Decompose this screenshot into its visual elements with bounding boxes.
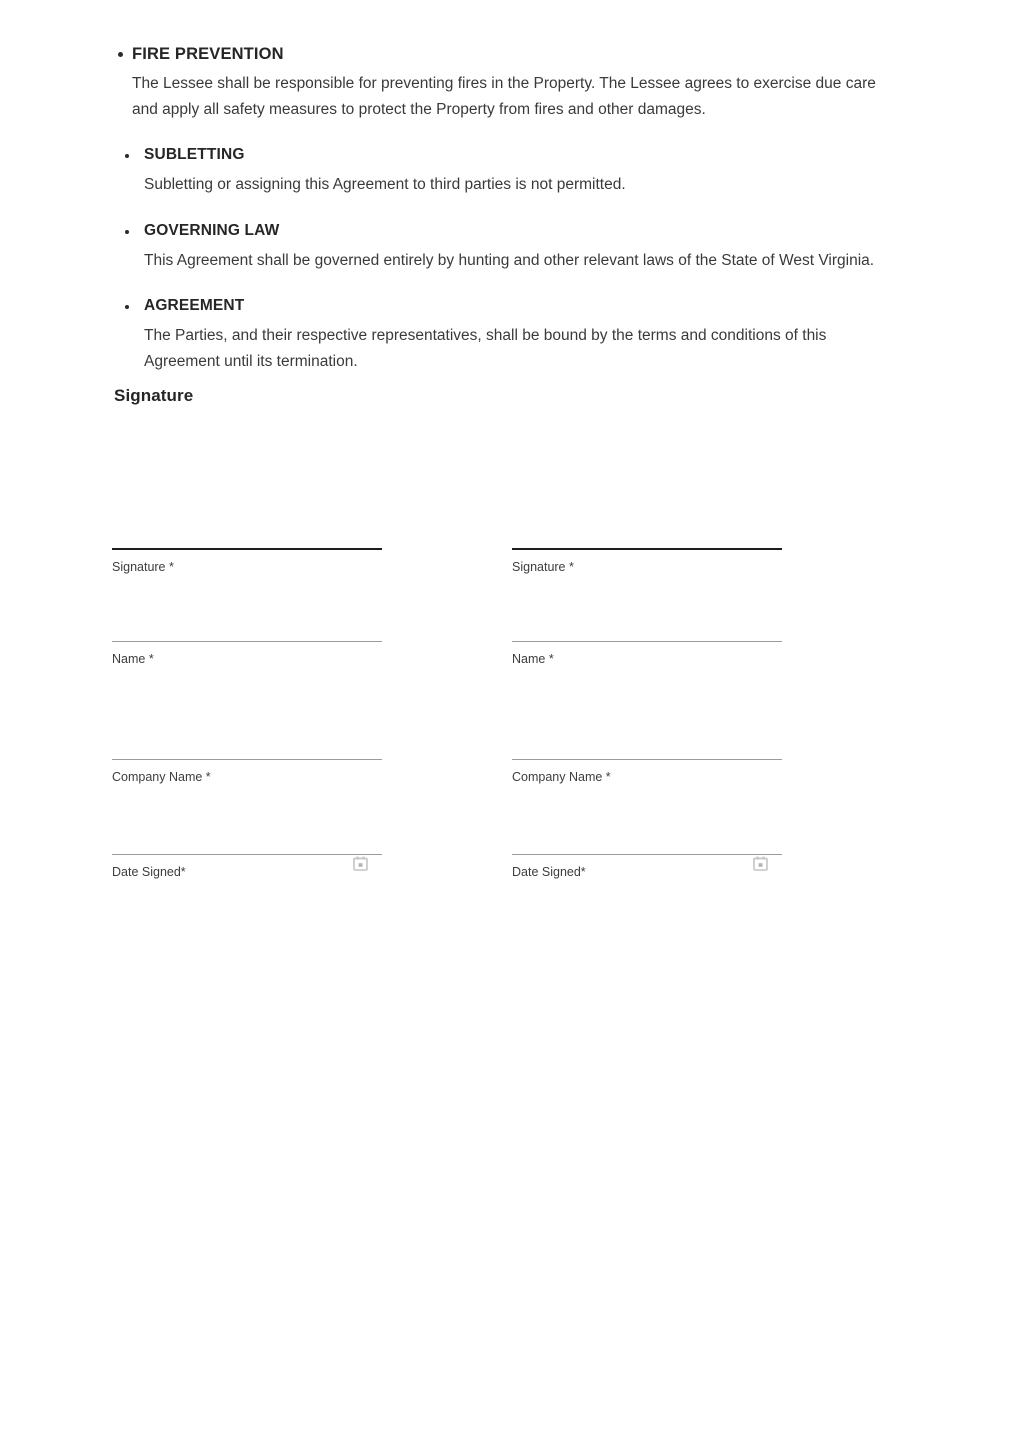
signature-field-group-left: [112, 420, 382, 574]
clause-list: [112, 44, 912, 397]
signature-column-right: [512, 420, 782, 880]
signature-label: Signature *: [112, 560, 174, 574]
signature-input[interactable]: [512, 420, 782, 548]
company-name-input[interactable]: [112, 687, 382, 759]
clause-body: Subletting or assigning this Agreement to third parties is not permitted.: [144, 176, 626, 193]
date-field-group-right: [512, 807, 782, 880]
date-signed-label: Date Signed*: [512, 865, 586, 879]
clause-title: SUBLETTING: [144, 146, 245, 163]
company-field-group-right: [512, 687, 782, 785]
signature-field-group-right: [512, 420, 782, 574]
bullet-icon: [125, 305, 129, 309]
company-name-label: Company Name *: [112, 770, 211, 784]
signature-input[interactable]: [112, 420, 382, 548]
bullet-icon: [125, 154, 129, 158]
name-label: Name *: [512, 652, 554, 666]
clause-body: The Lessee shall be responsible for preventing fires in the Property. The Lessee agrees to exercise due care and apply all safety measures to protect the Property from fires and other damages.: [132, 75, 876, 118]
clause-fire-prevention: [112, 44, 912, 122]
signature-column-left: [112, 420, 382, 880]
name-input[interactable]: [512, 569, 782, 641]
name-input[interactable]: [112, 569, 382, 641]
bullet-icon: [125, 230, 129, 234]
signature-form: [112, 420, 812, 880]
signature-label: Signature *: [512, 560, 574, 574]
calendar-icon[interactable]: [753, 856, 768, 871]
date-signed-input[interactable]: [112, 807, 382, 854]
clause-body: This Agreement shall be governed entirely by hunting and other relevant laws of the State of West Virginia.: [144, 251, 875, 269]
company-name-label: Company Name *: [512, 770, 611, 784]
date-signed-input[interactable]: [512, 807, 782, 854]
name-field-group-left: [112, 569, 382, 667]
clause-title: FIRE PREVENTION: [132, 45, 284, 63]
signature-section-heading: Signature: [114, 386, 194, 405]
bullet-icon: [118, 52, 123, 57]
date-signed-label: Date Signed*: [112, 865, 186, 879]
name-label: Name *: [112, 652, 154, 666]
clause-title: AGREEMENT: [144, 297, 245, 314]
name-field-group-right: [512, 569, 782, 667]
clause-title: GOVERNING LAW: [144, 221, 280, 239]
date-field-group-left: [112, 807, 382, 880]
clause-agreement: [112, 296, 912, 374]
company-field-group-left: [112, 687, 382, 785]
clause-subletting: [112, 145, 912, 198]
calendar-icon[interactable]: [353, 856, 368, 871]
clause-governing-law: [112, 221, 912, 274]
company-name-input[interactable]: [512, 687, 782, 759]
clause-body: The Parties, and their respective representatives, shall be bound by the terms and conditions of this Agreement until its termination.: [144, 327, 827, 370]
